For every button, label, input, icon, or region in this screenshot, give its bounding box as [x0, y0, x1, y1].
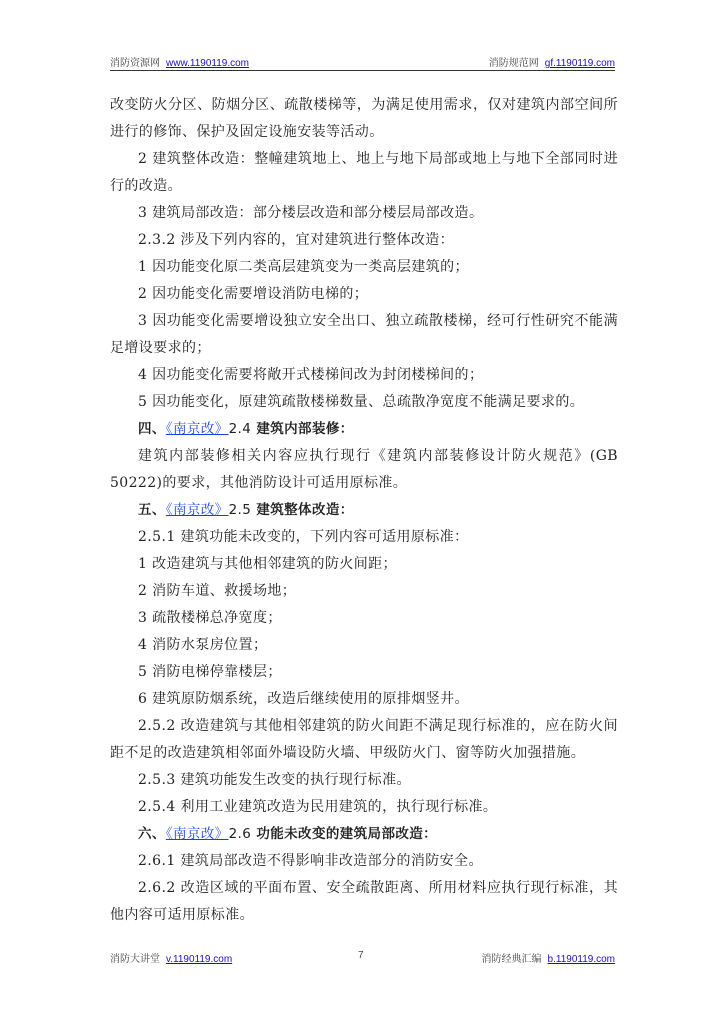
clause-heading: 2.5.1 建筑功能未改变的，下列内容可适用原标准：: [138, 529, 469, 545]
page-footer: [110, 950, 615, 966]
footer-right-label: 消防经典汇编: [481, 954, 542, 965]
footer-left-link[interactable]: v.1190119.com: [166, 954, 233, 965]
section-heading-4: [110, 416, 618, 443]
section-heading-5: [110, 497, 618, 524]
footer-left-label: 消防大讲堂: [110, 954, 160, 965]
paragraph: 2.5.2 改造建筑与其他相邻建筑的防火间距不满足现行标准的，应在防火间距不足的改造建筑相邻面外墙设防火墙、甲级防火门、窗等防火加强措施。: [110, 718, 618, 761]
header-left-link[interactable]: www.1190119.com: [166, 58, 250, 69]
list-item: 4 因功能变化需要将敞开式楼梯间改为封闭楼梯间的；: [138, 367, 484, 383]
clause-heading: 2.3.2 涉及下列内容的，宜对建筑进行整体改造：: [138, 232, 455, 248]
list-item: 6 建筑原防烟系统，改造后继续使用的原排烟竖井。: [138, 691, 469, 707]
list-item: 3 疏散楼梯总净宽度；: [138, 610, 282, 626]
header-left-label: 消防资源网: [110, 58, 160, 69]
list-item: 4 消防水泵房位置；: [138, 637, 268, 653]
list-item: 2 因功能变化需要增设消防电梯的；: [138, 286, 369, 302]
paragraph: 建筑内部装修相关内容应执行现行《建筑内部装修设计防火规范》(GB 50222)的要求，其他消防设计可适用原标准。: [110, 448, 618, 491]
page-number: 7: [358, 950, 364, 961]
list-item: 1 因功能变化原二类高层建筑变为一类高层建筑的；: [138, 259, 469, 275]
page-header: [110, 50, 615, 71]
paragraph: 2.5.3 建筑功能发生改变的执行现行标准。: [138, 772, 411, 788]
list-item: 1 改造建筑与其他相邻建筑的防火间距；: [138, 556, 397, 572]
nanjing-link[interactable]: 《南京改》: [165, 826, 229, 842]
list-item: 2 消防车道、救援场地；: [138, 583, 297, 599]
header-right-link[interactable]: gf.1190119.com: [544, 58, 615, 69]
paragraph: 2.5.4 利用工业建筑改造为民用建筑的，执行现行标准。: [138, 799, 498, 815]
list-item: 5 消防电梯停靠楼层；: [138, 664, 282, 680]
heading-title: 功能未改变的建筑局部改造：: [256, 826, 438, 842]
paragraph: 2 建筑整体改造：整幢建筑地上、地上与地下局部或地上与地下全部同时进行的改造。: [110, 151, 618, 194]
heading-number: 2.5: [228, 502, 252, 518]
heading-number: 2.4: [228, 421, 252, 437]
section-heading-6: [110, 821, 618, 848]
list-item: 3 因功能变化需要增设独立安全出口、独立疏散楼梯，经可行性研究不能满足增设要求的；: [110, 313, 618, 356]
paragraph: 2.6.1 建筑局部改造不得影响非改造部分的消防安全。: [138, 853, 483, 869]
heading-prefix: 六、: [138, 826, 166, 842]
heading-prefix: 四、: [138, 421, 166, 437]
footer-left: [110, 950, 232, 965]
paragraph: 改变防火分区、防烟分区、疏散楼梯等，为满足使用需求，仅对建筑内部空间所进行的修饰、保护及固定设施安装等活动。: [110, 97, 618, 140]
heading-number: 2.6: [228, 826, 252, 842]
header-right-label: 消防规范网: [488, 58, 539, 69]
header-left: [110, 54, 249, 69]
paragraph: 3 建筑局部改造：部分楼层改造和部分楼层局部改造。: [138, 205, 484, 221]
nanjing-link[interactable]: 《南京改》: [165, 502, 229, 518]
heading-title: 建筑整体改造：: [256, 502, 354, 518]
paragraph: 2.6.2 改造区域的平面布置、安全疏散距离、所用材料应执行现行标准，其他内容可适用原标准。: [110, 880, 618, 923]
heading-prefix: 五、: [138, 502, 166, 518]
document-body: [110, 92, 618, 929]
list-item: 5 因功能变化，原建筑疏散楼梯数量、总疏散净宽度不能满足要求的。: [138, 394, 585, 410]
footer-right-link[interactable]: b.1190119.com: [547, 954, 615, 965]
footer-right: [482, 950, 615, 965]
header-right: [489, 54, 615, 69]
heading-title: 建筑内部装修：: [256, 421, 354, 437]
nanjing-link[interactable]: 《南京改》: [165, 421, 229, 437]
